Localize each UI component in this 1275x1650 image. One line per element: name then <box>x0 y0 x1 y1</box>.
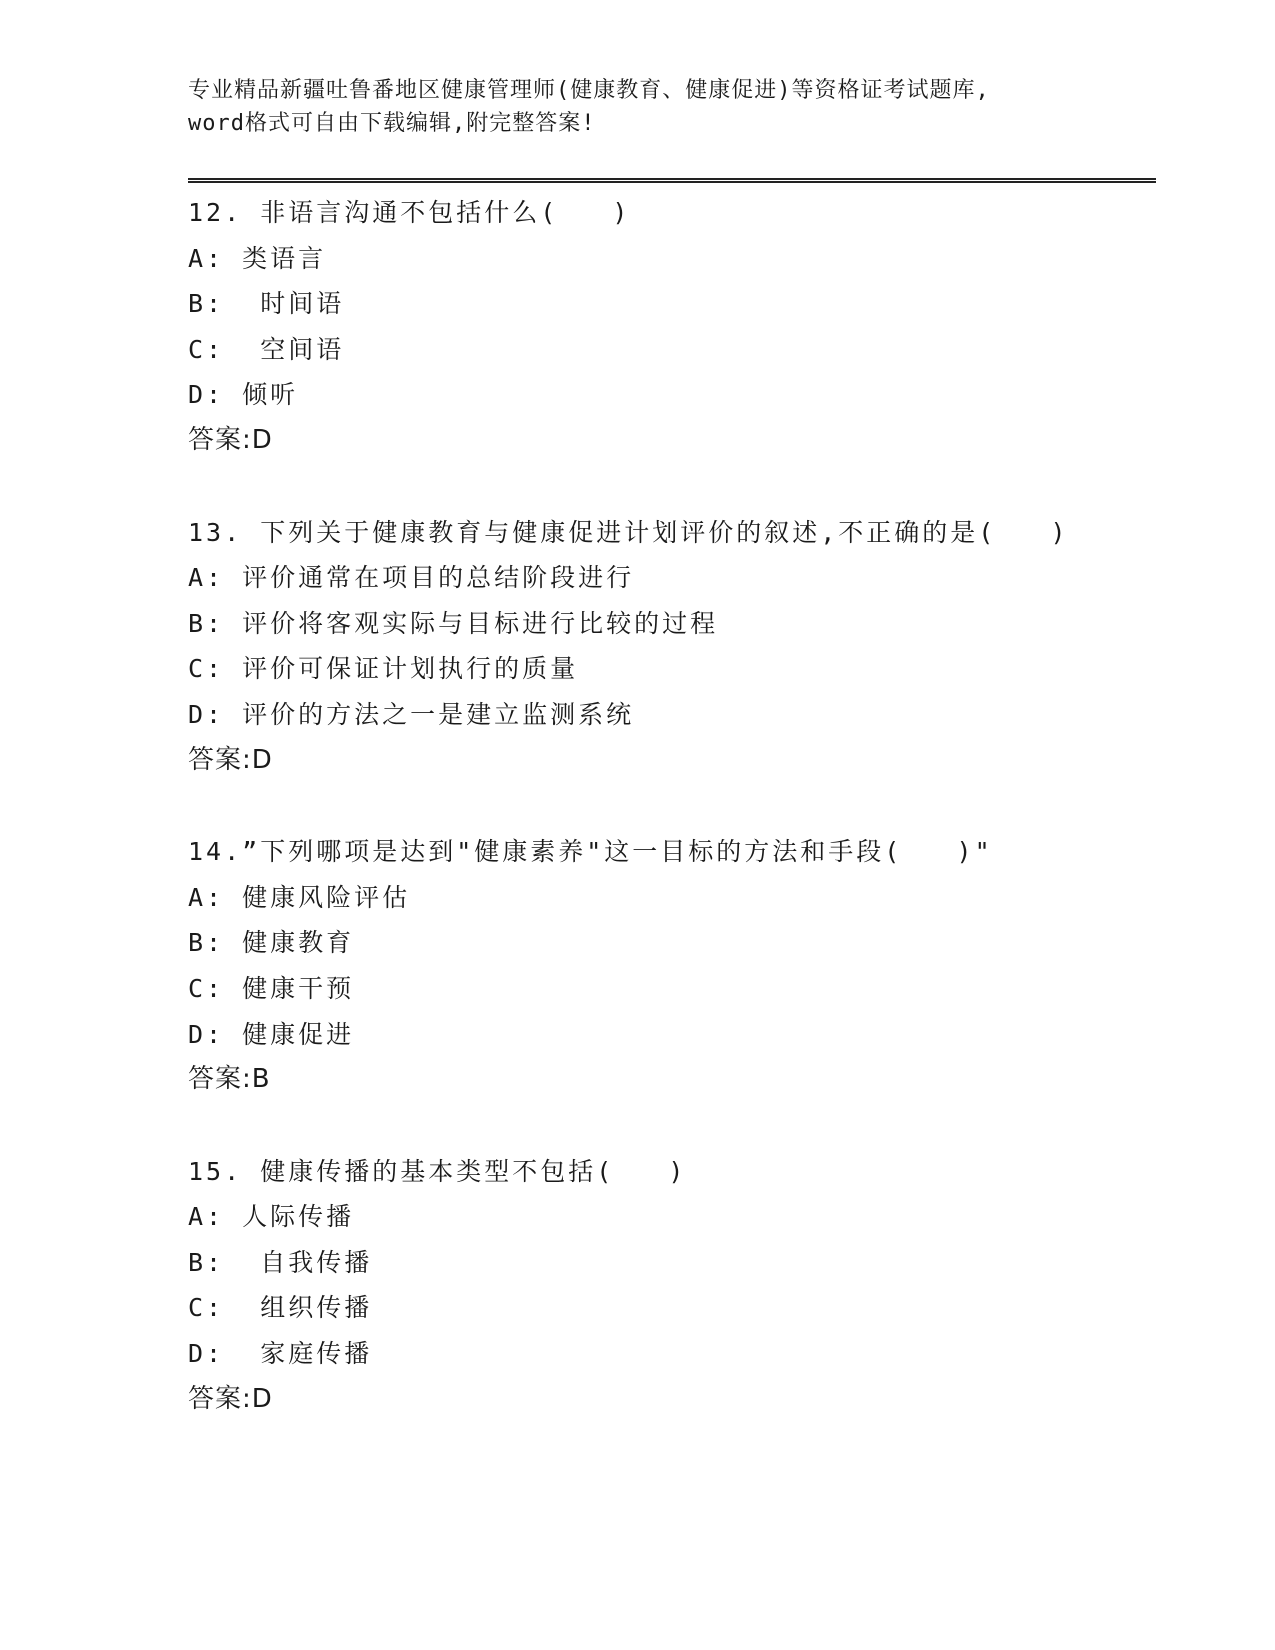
answer-line: 答案:D <box>188 744 273 775</box>
question-stem: 13. 下列关于健康教育与健康促进计划评价的叙述,不正确的是( ) <box>188 517 1069 547</box>
option-c: C: 健康干预 <box>188 973 355 1003</box>
option-d: D: 倾听 <box>188 380 299 410</box>
option-c: C: 评价可保证计划执行的质量 <box>188 654 579 684</box>
question-12 <box>188 190 1148 464</box>
option-b: B: 评价将客观实际与目标进行比较的过程 <box>188 608 719 638</box>
option-a: A: 类语言 <box>188 243 327 273</box>
question-stem: 15. 健康传播的基本类型不包括( ) <box>188 1156 687 1186</box>
header-line-2: word格式可自由下载编辑,附完整答案! <box>188 111 596 136</box>
option-a: A: 评价通常在项目的总结阶段进行 <box>188 563 635 593</box>
option-b: B: 时间语 <box>188 289 345 319</box>
option-c: C: 组织传播 <box>188 1293 373 1323</box>
option-d: D: 健康促进 <box>188 1019 355 1049</box>
question-13 <box>188 510 1148 784</box>
option-b: B: 自我传播 <box>188 1247 373 1277</box>
answer-line: 答案:D <box>188 424 273 455</box>
option-c: C: 空间语 <box>188 334 345 364</box>
answer-line: 答案:D <box>188 1383 273 1414</box>
option-a: A: 健康风险评估 <box>188 882 411 912</box>
question-list <box>188 190 1148 1468</box>
document-header <box>188 74 1068 140</box>
answer-line: 答案:B <box>188 1064 271 1095</box>
header-divider <box>188 178 1156 183</box>
option-d: D: 评价的方法之一是建立监测系统 <box>188 699 635 729</box>
question-stem: 14.”下列哪项是达到"健康素养"这一目标的方法和手段( )" <box>188 837 993 867</box>
option-b: B: 健康教育 <box>188 928 355 958</box>
option-d: D: 家庭传播 <box>188 1339 373 1369</box>
question-14 <box>188 829 1148 1103</box>
option-a: A: 人际传播 <box>188 1202 355 1232</box>
header-line-1: 专业精品新疆吐鲁番地区健康管理师(健康教育、健康促进)等资格证考试题库, <box>188 78 990 103</box>
question-stem: 12. 非语言沟通不包括什么( ) <box>188 198 631 227</box>
question-15 <box>188 1149 1148 1423</box>
